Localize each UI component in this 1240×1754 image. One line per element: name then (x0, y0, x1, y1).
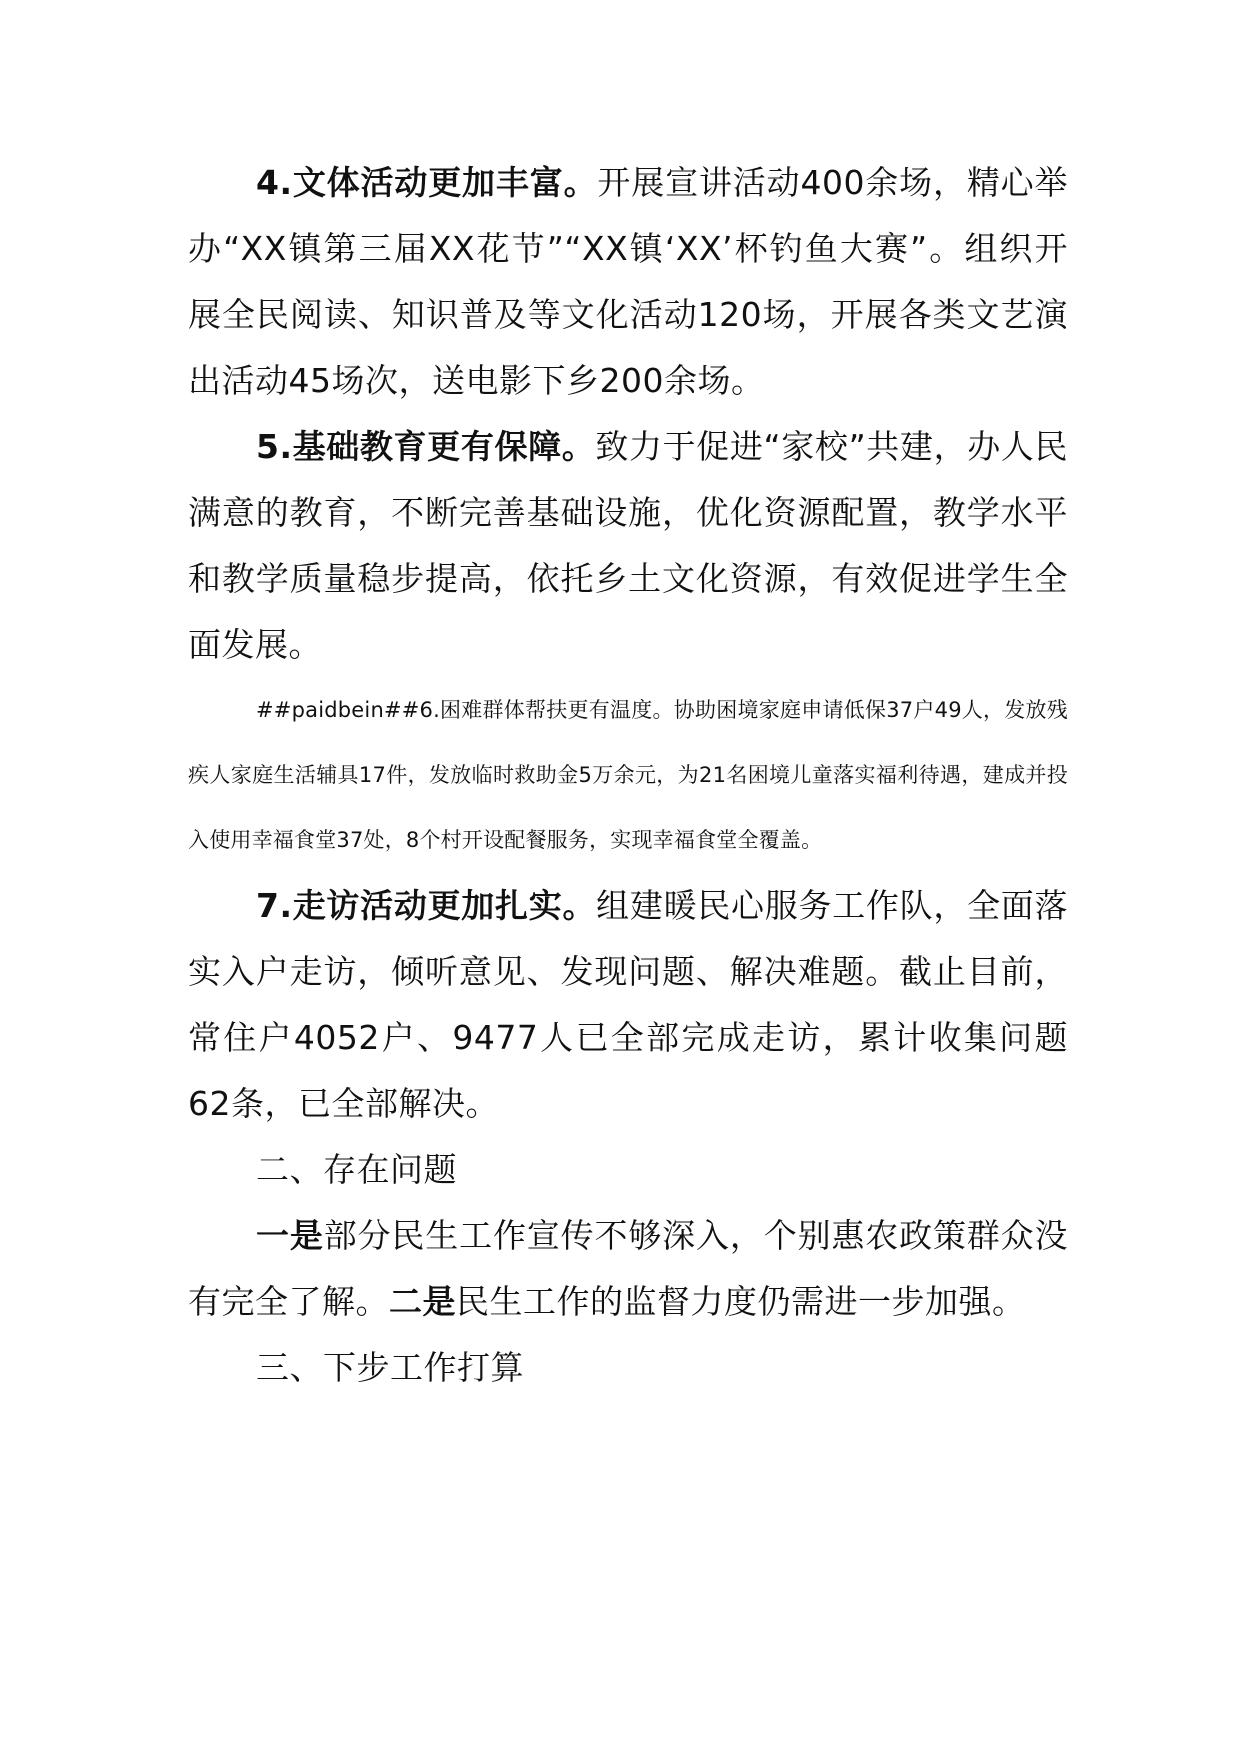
paragraph-visits (188, 873, 1068, 1137)
paragraph-body: 致力于促进“家校”共建，办人民满意的教育，不断完善基础设施，优化资源配置，教学水平和教学质量稳步提高，依托乡土文化资源，有效促进学生全面发展。 (188, 427, 1068, 664)
item-lead-first: 一是 (256, 1216, 324, 1255)
section-heading-next-steps: 三、下步工作打算 (256, 1348, 524, 1387)
document-body (188, 150, 1068, 1401)
item-lead-second: 二是 (389, 1282, 456, 1321)
paragraph-body: ##paidbein##6.困难群体帮扶更有温度。协助困境家庭申请低保37户49人，发放残疾人家庭生活辅具17件，发放临时救助金5万余元，为21名困境儿童落实福利待遇，建成并投入使用幸福食堂37处，8个村开设配餐服务，实现幸福食堂全覆盖。 (188, 698, 1068, 852)
paragraph-body: 开展宣讲活动400余场，精心举办“XX镇第三届XX花节”“XX镇‘XX’杯钓鱼大赛”。组织开展全民阅读、知识普及等文化活动120场，开展各类文艺演出活动45场次，送电影下乡200余场。 (188, 163, 1068, 400)
paragraph-lead: 4.文体活动更加丰富。 (256, 163, 598, 202)
paragraph-assistance (188, 678, 1068, 873)
item-body-first: 部分民生工作宣传不够深入，个别惠农政策群众没有完全了解。 (188, 1216, 1069, 1321)
paragraph-lead: 7.走访活动更加扎实。 (256, 886, 597, 925)
paragraph-basic-education (188, 414, 1068, 678)
paragraph-culture-sports (188, 150, 1068, 414)
item-body-second: 民生工作的监督力度仍需进一步加强。 (456, 1282, 1026, 1321)
paragraph-problems (188, 1203, 1068, 1335)
paragraph-body: 组建暖民心服务工作队，全面落实入户走访，倾听意见、发现问题、解决难题。截止目前，常住户4052户、9477人已全部完成走访，累计收集问题62条，已全部解决。 (188, 886, 1068, 1123)
paragraph-lead: 5.基础教育更有保障。 (256, 427, 596, 466)
section-heading-problems: 二、存在问题 (256, 1150, 457, 1189)
